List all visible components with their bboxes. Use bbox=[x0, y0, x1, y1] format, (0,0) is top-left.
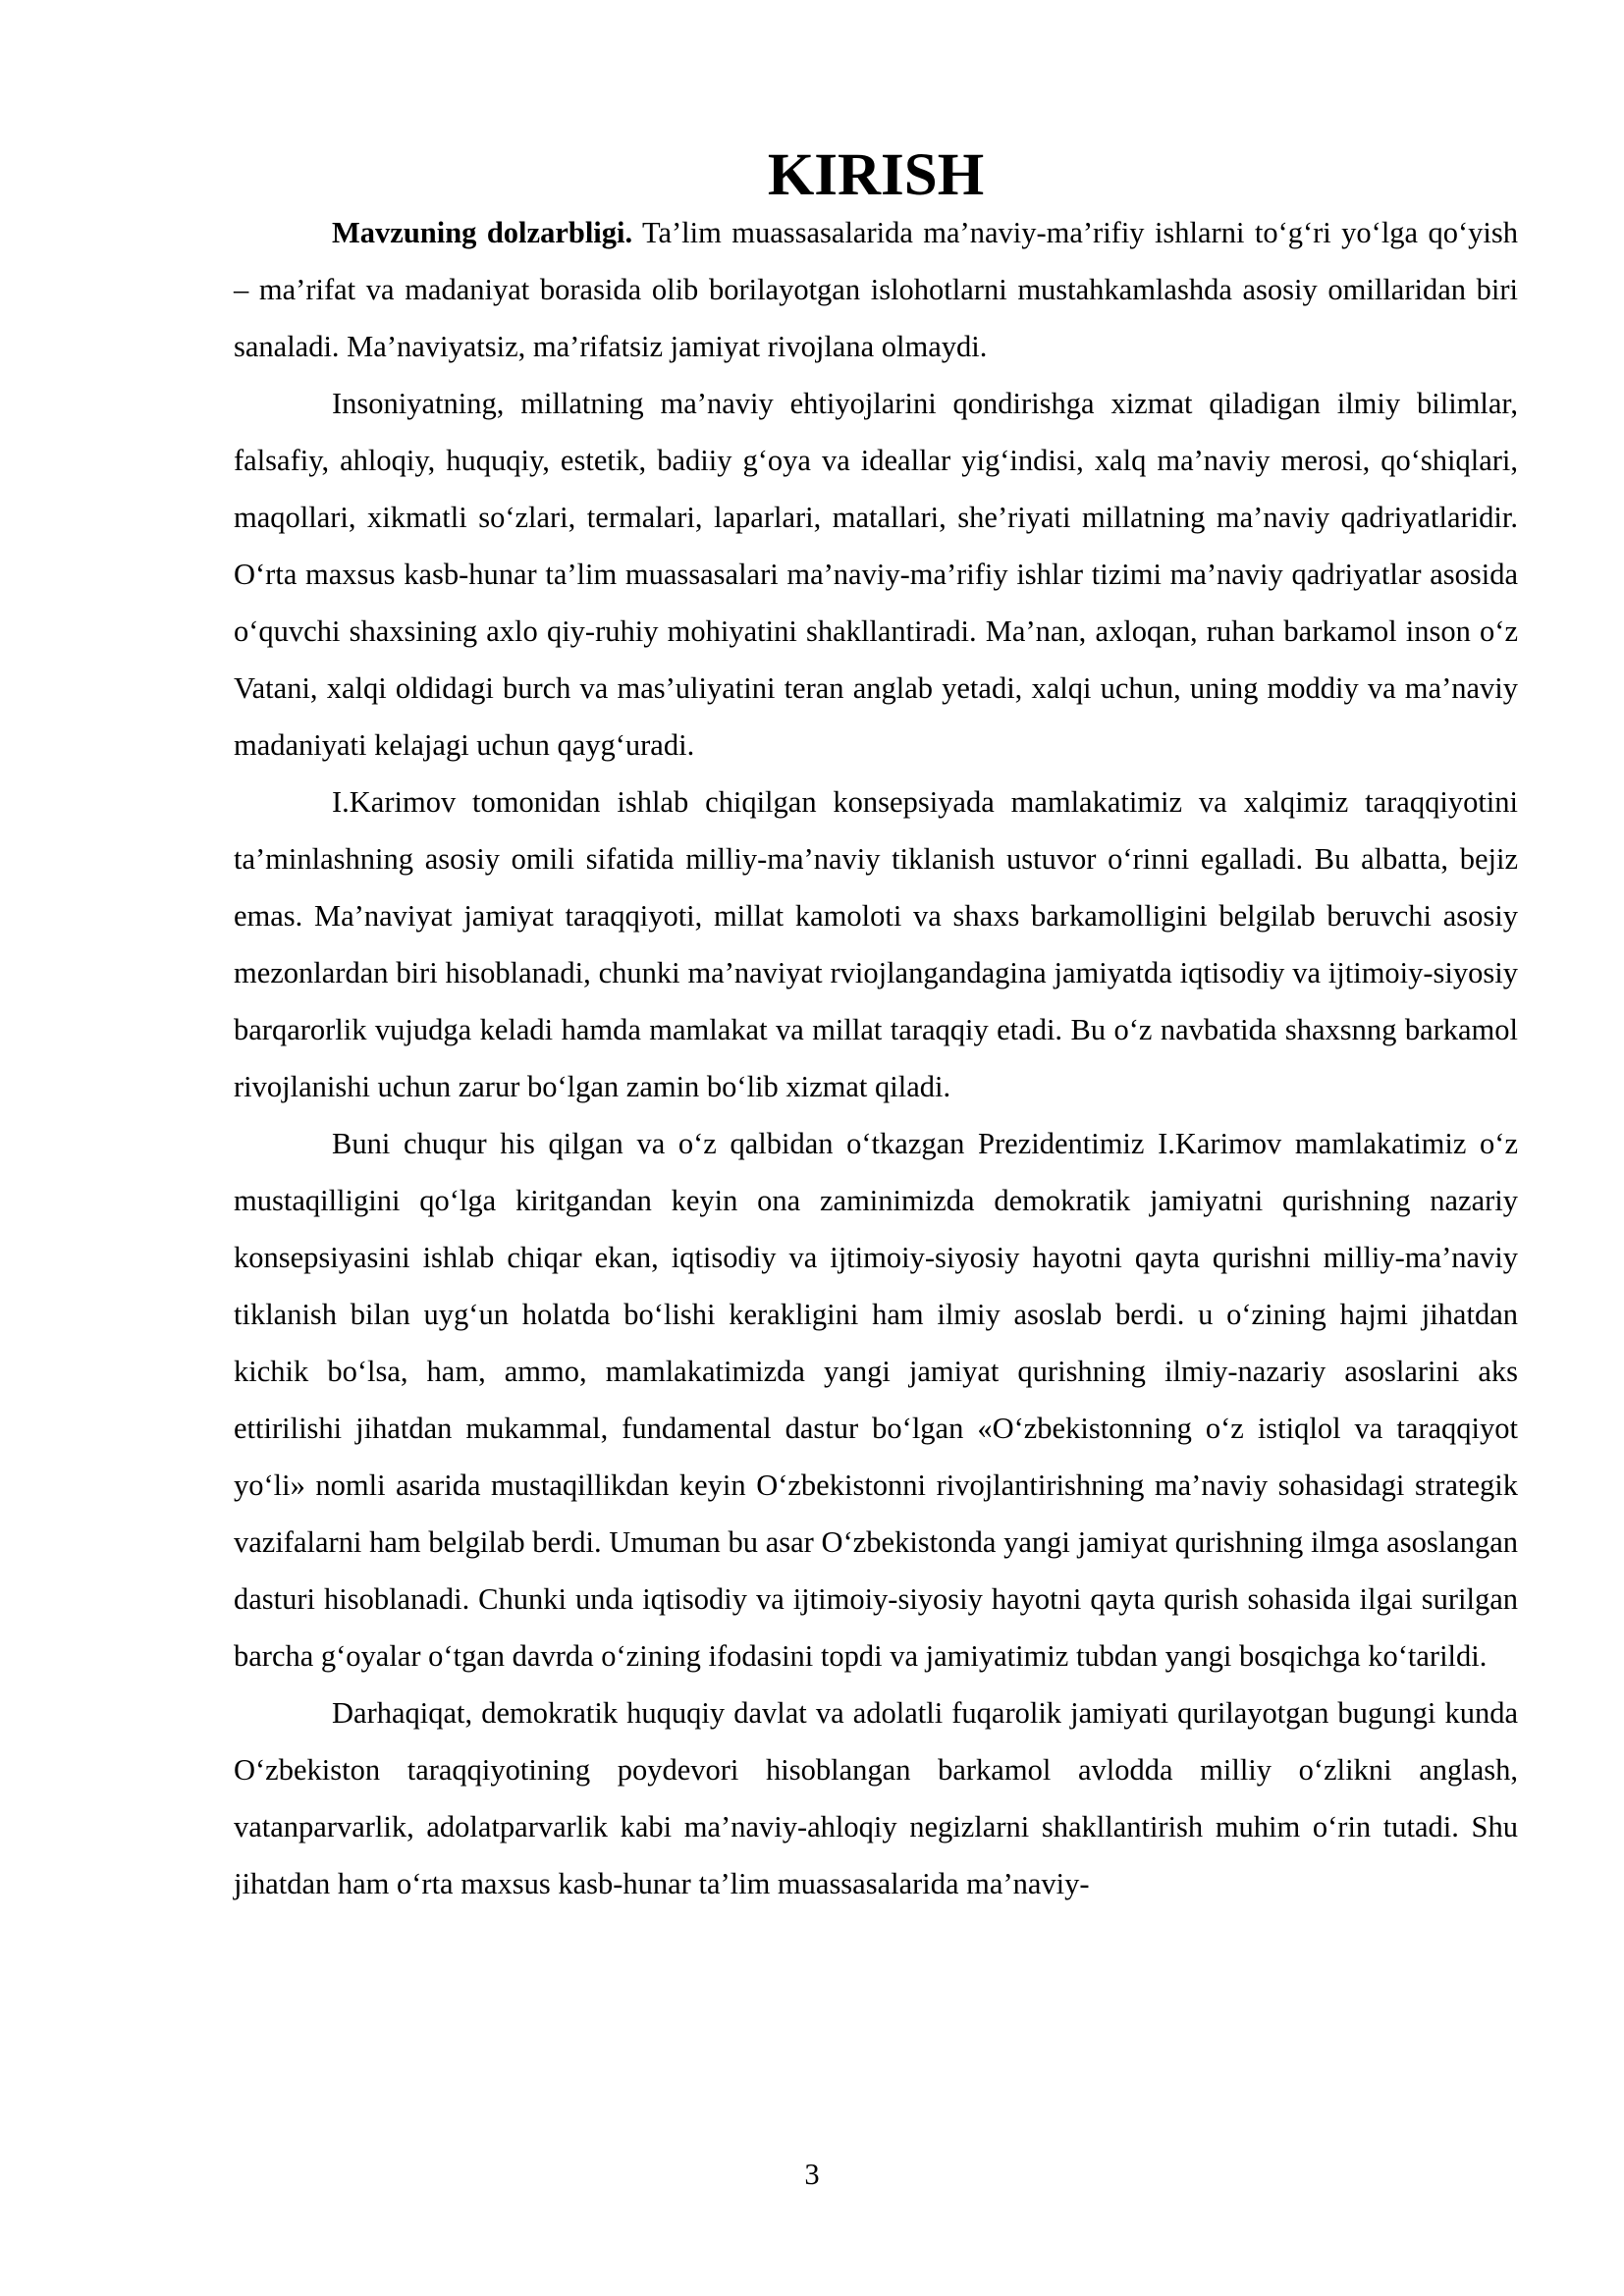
paragraph-text: Ta’lim muassasalarida ma’naviy-ma’rifiy ishlarni to‘g‘ri yo‘lga qo‘yish – ma’rifat va madaniyat borasida olib borilayotgan islohotlarni mustahkamlashda asosiy omillaridan biri sanaladi. Ma’naviyatsiz, ma’rifatsiz jamiyat rivojlana olmaydi. bbox=[234, 216, 1518, 363]
document-page bbox=[234, 142, 1518, 1912]
section-title: KIRISH bbox=[767, 142, 985, 208]
paragraph-text: Buni chuqur his qilgan va o‘z qalbidan o‘tkazgan Prezidentimiz I.Karimov mamlakatimiz o‘z mustaqilligini qo‘lga kiritgandan keyin ona zaminimizda demokratik jamiyatni qurishning nazariy konsepsiyasini ishlab chiqar ekan, iqtisodiy va ijtimoiy-siyosiy hayotni qayta qurishni milliy-ma’naviy tiklanish bilan uyg‘un holatda bo‘lishi kerakligini ham ilmiy asoslab berdi. u o‘zining hajmi jihatdan kichik bo‘lsa, ham, ammo, mamlakatimizda yangi jamiyat qurishning ilmiy-nazariy asoslarini aks ettirilishi jihatdan mukammal, fundamental dastur bo‘lgan «O‘zbekistonning o‘z istiqlol va taraqqiyot yo‘li» nomli asarida mustaqillikdan keyin O‘zbekistonni rivojlantirishning ma’naviy sohasidagi strategik vazifalarni ham belgilab berdi. Umuman bu asar O‘zbekistonda yangi jamiyat qurishning ilmga asoslangan dasturi hisoblanadi. Chunki unda iqtisodiy va ijtimoiy-siyosiy hayotni qayta qurish sohasida ilgai surilgan barcha g‘oyalar o‘tgan davrda o‘zining ifodasini topdi va jamiyatimiz tubdan yangi bosqichga ko‘tarildi. bbox=[234, 1127, 1518, 1673]
paragraph-indeed bbox=[234, 1684, 1518, 1912]
paragraph-relevance bbox=[234, 204, 1518, 375]
paragraph-text: Insoniyatning, millatning ma’naviy ehtiyojlarini qondirishga xizmat qiladigan ilmiy bilimlar, falsafiy, ahloqiy, huquqiy, estetik, badiiy g‘oya va ideallar yig‘indisi, xalq ma’naviy merosi, qo‘shiqlari, maqollari, xikmatli so‘zlari, termalari, laparlari, matallari, she’riyati millatning ma’naviy qadriyatlaridir. O‘rta maxsus kasb-hunar ta’lim muassasalari ma’naviy-ma’rifiy ishlar tizimi ma’naviy qadriyatlar asosida o‘quvchi shaxsining axlo qiy-ruhiy mohiyatini shakllantiradi. Ma’nan, axloqan, ruhan barkamol inson o‘z Vatani, xalqi oldidagi burch va mas’uliyatini teran anglab yetadi, xalqi uchun, uning moddiy va ma’naviy madaniyati kelajagi uchun qayg‘uradi. bbox=[234, 387, 1518, 762]
paragraph-concept bbox=[234, 774, 1518, 1115]
paragraph-president bbox=[234, 1115, 1518, 1684]
paragraph-text: I.Karimov tomonidan ishlab chiqilgan konsepsiyada mamlakatimiz va xalqimiz taraqqiyotini ta’minlashning asosiy omili sifatida milliy-ma’naviy tiklanish ustuvor o‘rinni egalladi. Bu albatta, bejiz emas. Ma’naviyat jamiyat taraqqiyoti, millat kamoloti va shaxs barkamolligini belgilab beruvchi asosiy mezonlardan biri hisoblanadi, chunki ma’naviyat rviojlangandagina jamiyatda iqtisodiy va ijtimoiy-siyosiy barqarorlik vujudga keladi hamda mamlakat va millat taraqqiy etadi. Bu o‘z navbatida shaxsnng barkamol rivojlanishi uchun zarur bo‘lgan zamin bo‘lib xizmat qiladi. bbox=[234, 785, 1518, 1103]
paragraph-values bbox=[234, 375, 1518, 774]
page-number: 3 bbox=[804, 2158, 820, 2191]
paragraph-text: Darhaqiqat, demokratik huquqiy davlat va adolatli fuqarolik jamiyati qurilayotgan bugungi kunda O‘zbekiston taraqqiyotining poydevori hisoblangan barkamol avlodda milliy o‘zlikni anglash, vatanparvarlik, adolatparvarlik kabi ma’naviy-ahloqiy negizlarni shakllantirish muhim o‘rin tutadi. Shu jihatdan ham o‘rta maxsus kasb-hunar ta’lim muassasalarida ma’naviy- bbox=[234, 1696, 1518, 1900]
paragraph-lead: Mavzuning dolzarbligi. bbox=[332, 216, 633, 249]
